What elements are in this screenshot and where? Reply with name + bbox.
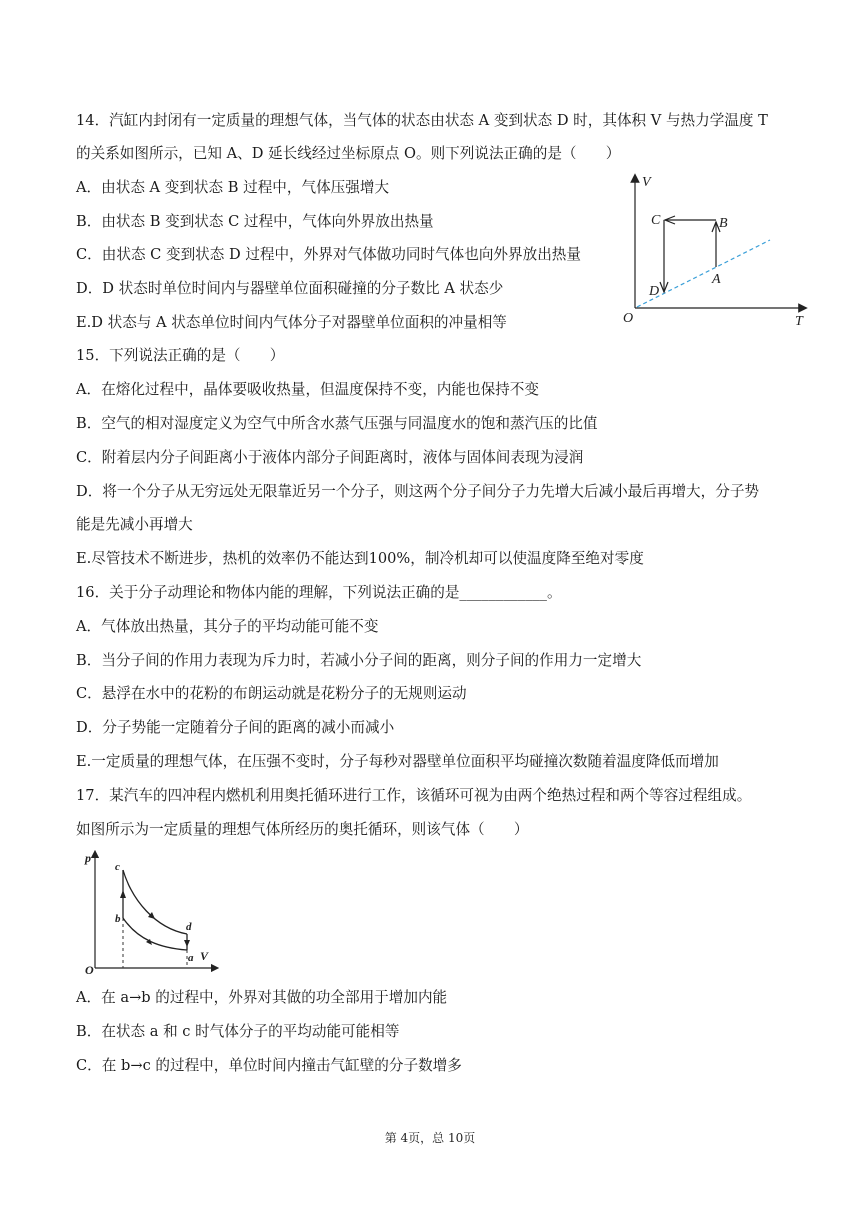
q16-option-d: D．分子势能一定随着分子间的距离的减小而减小 (76, 719, 395, 736)
q16-option-b: B．当分子间的作用力表现为斥力时，若减小分子间的距离，则分子间的作用力一定增大 (76, 652, 642, 669)
q14-label-v: V (642, 175, 651, 190)
page-footer: 第 4页，总 10页 (384, 1131, 476, 1145)
q15-option-d: D．将一个分子从无穷远处无限靠近另一个分子，则这两个分子间分子力先增大后减小最后再增大，分子势 (76, 483, 760, 500)
q15-option-c: C．附着层内分子间距离小于液体内部分子间距离时，液体与固体间表现为浸润 (76, 449, 584, 466)
q17-label-d: d (186, 921, 192, 933)
q15-option-e: E.尽管技术不断进步，热机的效率仍不能达到100%，制冷机却可以使温度降至绝对零度 (76, 550, 644, 567)
q14-label-d: D (649, 284, 660, 299)
q17-stem-line2: 如图所示为一定质量的理想气体所经历的奥托循环，则该气体（ ） (76, 821, 529, 838)
q17-option-b: B．在状态 a 和 c 时气体分子的平均动能可能相等 (76, 1023, 400, 1040)
q15-option-a: A．在熔化过程中，晶体要吸收热量，但温度保持不变，内能也保持不变 (76, 381, 539, 398)
q14-label-o: O (623, 311, 634, 326)
q14-vt-diagram (615, 170, 815, 330)
q14-option-d: D．D 状态时单位时间内与器壁单位面积碰撞的分子数比 A 状态少 (76, 280, 504, 297)
q14-label-b: B (719, 216, 728, 231)
q17-label-p: p (85, 851, 91, 865)
q14-option-c: C．由状态 C 变到状态 D 过程中，外界对气体做功同时气体也向外界放出热量 (76, 246, 581, 263)
q14-option-e: E.D 状态与 A 状态单位时间内气体分子对器壁单位面积的冲量相等 (76, 314, 507, 331)
q16-option-a: A．气体放出热量，其分子的平均动能可能不变 (76, 618, 379, 635)
q17-label-a: a (188, 952, 194, 964)
q17-path-ab (123, 918, 187, 950)
q17-pv-diagram (80, 848, 220, 978)
q14-label-a: A (712, 272, 721, 287)
q15-stem: 15．下列说法正确的是（ ） (76, 347, 285, 364)
q14-stem-line2: 的关系如图所示，已知 A、D 延长线经过坐标原点 O。则下列说法正确的是（ ） (76, 145, 621, 162)
q14-option-a: A．由状态 A 变到状态 B 过程中，气体压强增大 (76, 179, 390, 196)
q17-label-b: b (115, 913, 121, 925)
q16-option-c: C．悬浮在水中的花粉的布朗运动就是花粉分子的无规则运动 (76, 685, 467, 702)
q17-label-c: c (115, 861, 120, 873)
q17-option-a: A．在 a→b 的过程中，外界对其做的功全部用于增加内能 (76, 989, 448, 1006)
q16-stem: 16．关于分子动理论和物体内能的理解，下列说法正确的是____________。 (76, 584, 562, 601)
q17-stem-line1: 17．某汽车的四冲程内燃机利用奥托循环进行工作，该循环可视为由两个绝热过程和两个等容过程组成。 (76, 787, 752, 804)
q14-label-t: T (795, 314, 803, 329)
q17-option-c: C．在 b→c 的过程中，单位时间内撞击气缸壁的分子数增多 (76, 1057, 462, 1074)
q15-option-d-cont: 能是先减小再增大 (76, 516, 193, 533)
q16-option-e: E.一定质量的理想气体，在压强不变时，分子每秒对器壁单位面积平均碰撞次数随着温度降低而增加 (76, 753, 719, 770)
q17-path-cd (123, 870, 187, 934)
q14-label-c: C (651, 213, 661, 228)
q15-option-b: B．空气的相对湿度定义为空气中所含水蒸气压强与同温度水的饱和蒸汽压的比值 (76, 415, 598, 432)
q14-option-b: B．由状态 B 变到状态 C 过程中，气体向外界放出热量 (76, 213, 434, 230)
q17-label-v: V (200, 949, 209, 963)
q14-stem-line1: 14．汽缸内封闭有一定质量的理想气体，当气体的状态由状态 A 变到状态 D 时，其体积 V 与热力学温度 T (76, 112, 768, 129)
q17-label-o: O (85, 963, 94, 977)
